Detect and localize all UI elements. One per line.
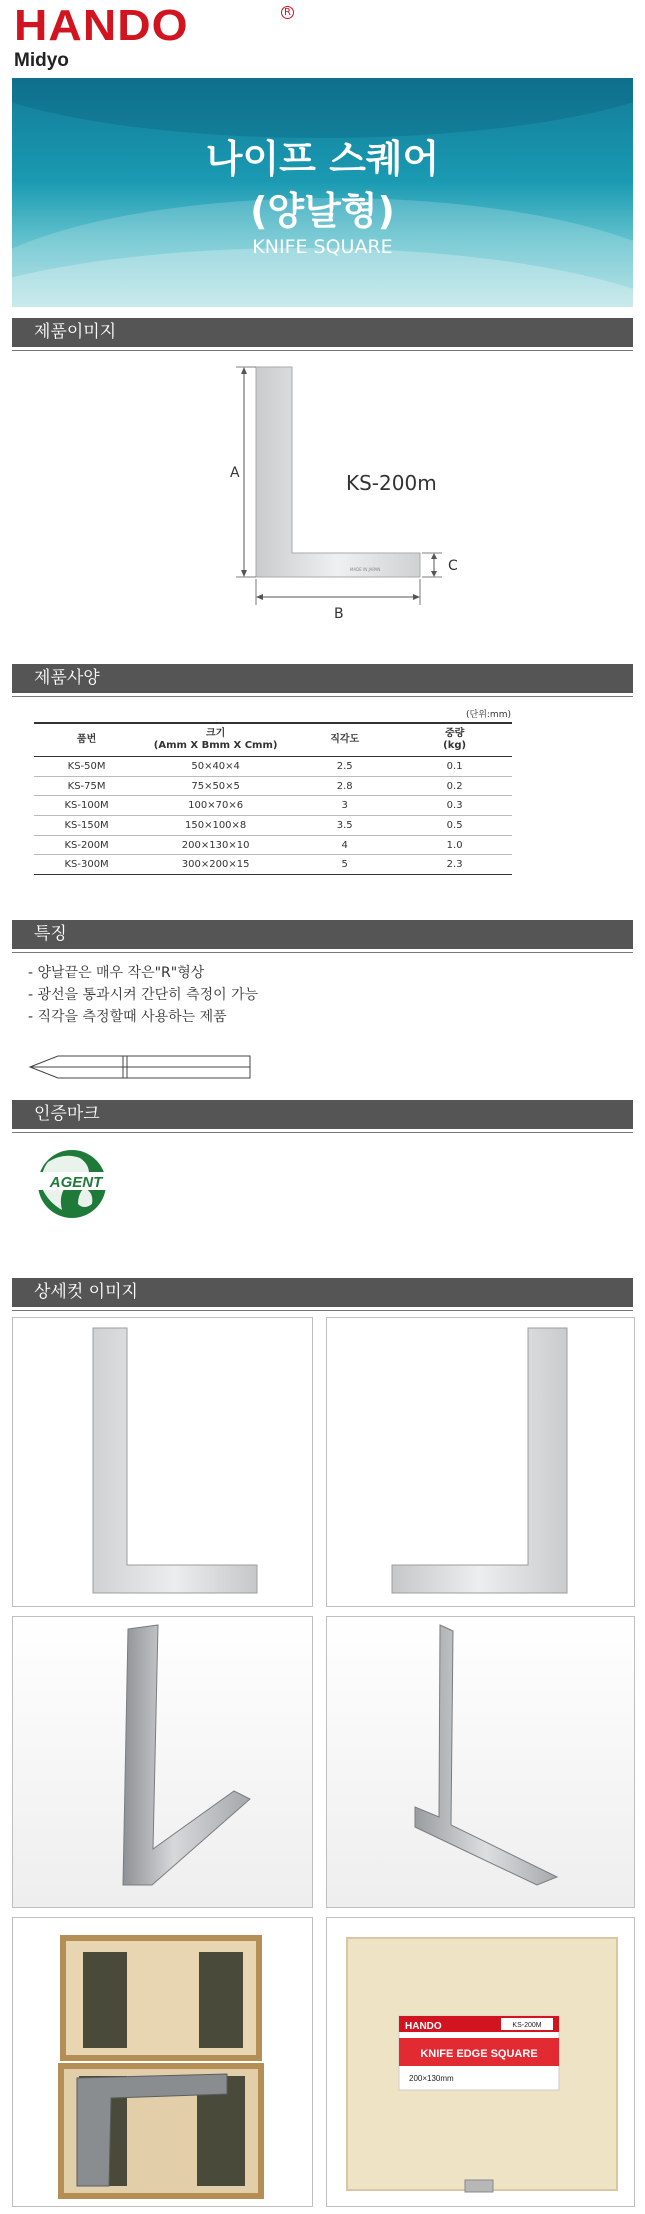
header-model: 품번 bbox=[34, 723, 139, 757]
box-label-brand: HANDO bbox=[405, 2021, 442, 2032]
detail-photo-back bbox=[326, 1317, 635, 1607]
section-header-cert: 인증마크 bbox=[12, 1100, 633, 1129]
detail-photo-front bbox=[12, 1317, 313, 1607]
detail-photo-angle-left bbox=[12, 1616, 313, 1908]
brand-logo: HANDO bbox=[14, 1, 189, 50]
section-header-detail: 상세컷 이미지 bbox=[12, 1278, 633, 1307]
section-header-spec: 제품사양 bbox=[12, 664, 633, 693]
model-label: KS-200m bbox=[346, 471, 437, 495]
blade-profile-icon bbox=[28, 1054, 258, 1080]
hero-banner bbox=[12, 78, 633, 307]
spec-table bbox=[34, 722, 512, 875]
banner-title: 나이프 스퀘어 bbox=[205, 137, 440, 181]
brand-sub-logo: Midyo bbox=[14, 50, 69, 71]
box-label-model: KS-200M bbox=[512, 2022, 542, 2029]
section-header-image: 제품이미지 bbox=[12, 318, 633, 347]
dimension-diagram bbox=[220, 365, 480, 655]
table-row: KS-150M 150×100×8 3.5 0.5 bbox=[34, 816, 512, 836]
feature-item: - 광선을 통과시켜 간단히 측정이 가능 bbox=[28, 987, 259, 1003]
agent-mark-icon bbox=[28, 1144, 120, 1222]
section-header-features: 특징 bbox=[12, 920, 633, 949]
dim-label-c: C bbox=[448, 558, 458, 574]
agent-mark-text: AGENT bbox=[49, 1174, 103, 1191]
header-weight: 중량 (kg) bbox=[397, 723, 512, 757]
table-row: KS-75M 75×50×5 2.8 0.2 bbox=[34, 776, 512, 796]
banner-subtitle: KNIFE SQUARE bbox=[252, 236, 393, 258]
feature-item: - 직각을 측정할때 사용하는 제품 bbox=[28, 1009, 227, 1025]
dim-label-b: B bbox=[334, 606, 344, 622]
detail-photo-angle-right bbox=[326, 1616, 635, 1908]
engraving-text: MADE IN JAPAN bbox=[350, 567, 381, 572]
registered-mark-icon: R bbox=[281, 6, 294, 19]
table-row: KS-200M 200×130×10 4 1.0 bbox=[34, 835, 512, 855]
banner-title-sub: (양날형) bbox=[250, 189, 395, 233]
box-label-size: 200×130mm bbox=[409, 2074, 454, 2083]
header-size: 크기 (Amm X Bmm X Cmm) bbox=[139, 723, 292, 757]
table-row: KS-300M 300×200×15 5 2.3 bbox=[34, 855, 512, 875]
feature-item: - 양날끝은 매우 작은"R"형상 bbox=[28, 965, 205, 981]
detail-photo-case-open bbox=[12, 1917, 313, 2207]
unit-label: (단위:mm) bbox=[466, 710, 511, 720]
header-squareness: 직각도 bbox=[292, 723, 397, 757]
detail-photo-case-closed bbox=[326, 1917, 635, 2207]
table-row: KS-50M 50×40×4 2.5 0.1 bbox=[34, 757, 512, 777]
dim-label-a: A bbox=[230, 465, 240, 481]
box-label-title: KNIFE EDGE SQUARE bbox=[420, 2048, 538, 2060]
table-row: KS-100M 100×70×6 3 0.3 bbox=[34, 796, 512, 816]
